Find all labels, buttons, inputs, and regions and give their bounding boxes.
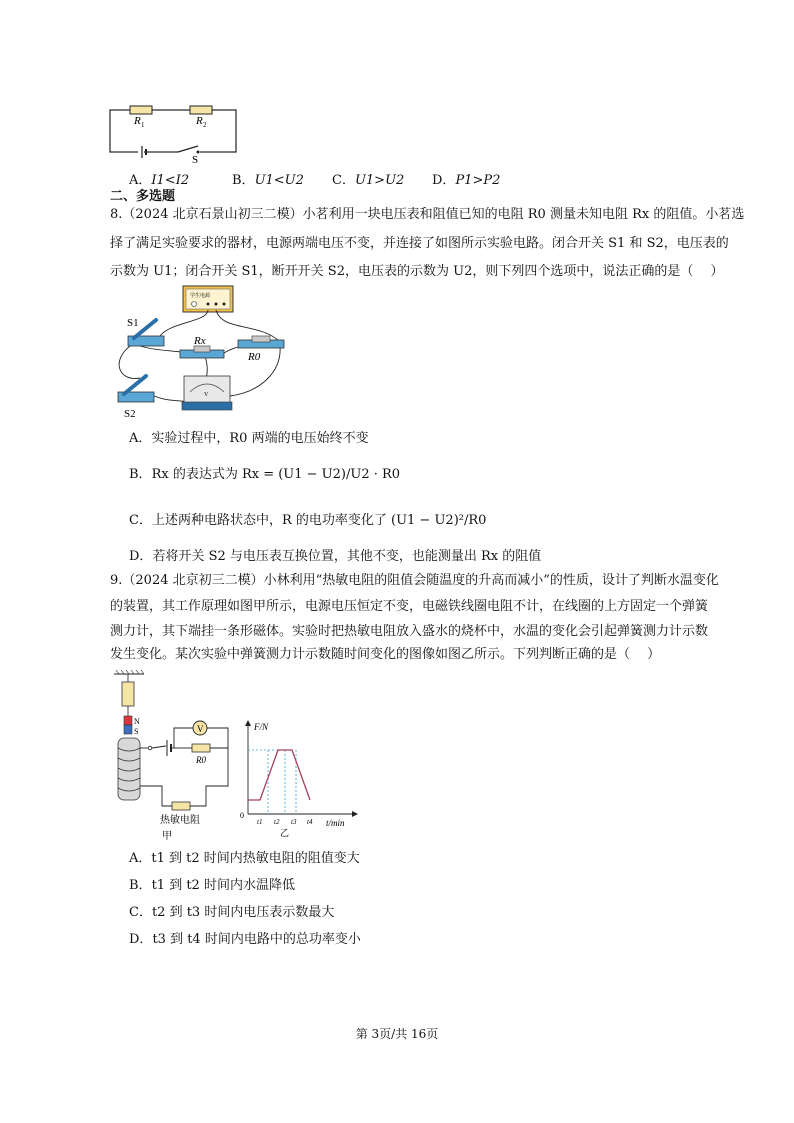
magnet-n bbox=[124, 716, 132, 725]
q8-option-a[interactable]: A．实验过程中，R0 两端的电压始终不变 bbox=[129, 431, 369, 446]
svg-text:甲: 甲 bbox=[162, 831, 172, 842]
spring-scale bbox=[122, 682, 134, 706]
magnet-s bbox=[124, 725, 132, 734]
svg-text:S: S bbox=[192, 154, 199, 166]
svg-text:R: R bbox=[134, 115, 141, 127]
resistor-r0-jia bbox=[192, 744, 210, 752]
q9-stem-line-1: 9.（2024 北京初三二模）小林利用“热敏电阻的阻值会随温度的升高而减小”的性质，设计了判断水温变化 bbox=[110, 573, 719, 588]
voltmeter bbox=[184, 376, 230, 404]
q7-option-a[interactable]: A．I1<I2 bbox=[129, 173, 190, 188]
svg-text:t4: t4 bbox=[307, 818, 313, 826]
resistor-r2 bbox=[190, 106, 212, 114]
resistor-r1 bbox=[130, 106, 152, 114]
svg-text:2: 2 bbox=[203, 121, 207, 129]
svg-text:学生电源: 学生电源 bbox=[190, 294, 211, 299]
page-footer: 第 3页/共 16页 bbox=[355, 1027, 439, 1041]
q9-figure-yi-graph bbox=[240, 718, 360, 840]
q8-stem-line-3: 示数为 U1；闭合开关 S1，断开开关 S2，电压表的示数为 U2，则下列四个选项中，说法正确的是（ ） bbox=[110, 264, 724, 279]
q9-stem-line-2: 的装置，其工作原理如图甲所示，电源电压恒定不变，电磁铁线圈电阻不计，在线圈的上方固定一个弹簧 bbox=[110, 599, 709, 614]
q8-option-d[interactable]: D．若将开关 S2 与电压表互换位置，其他不变，也能测量出 Rx 的阻值 bbox=[129, 549, 542, 564]
q9-figure-jia bbox=[110, 668, 240, 843]
svg-text:S2: S2 bbox=[124, 408, 136, 420]
q8-experiment-figure bbox=[110, 282, 300, 420]
svg-text:V: V bbox=[197, 724, 204, 734]
svg-text:t3: t3 bbox=[291, 818, 297, 826]
q7-option-c[interactable]: C．U1>U2 bbox=[332, 173, 405, 188]
svg-text:0: 0 bbox=[240, 811, 244, 820]
q7-option-d[interactable]: D．P1>P2 bbox=[432, 173, 501, 188]
svg-text:N: N bbox=[134, 717, 140, 726]
svg-text:t/min: t/min bbox=[326, 818, 345, 828]
section-heading: 二、多选题 bbox=[110, 189, 176, 204]
svg-text:t2: t2 bbox=[274, 818, 280, 826]
svg-text:乙: 乙 bbox=[280, 828, 290, 838]
thermistor bbox=[172, 802, 190, 810]
svg-text:R0: R0 bbox=[196, 755, 206, 765]
q8-option-b[interactable]: B．Rx 的表达式为 Rx = (U1 − U2)/U2 · R0 bbox=[129, 467, 401, 482]
force-time-line bbox=[248, 750, 310, 800]
q8-stem-line-1: 8.（2024 北京石景山初三二模）小茗利用一块电压表和阻值已知的电阻 R0 测量未知电阻 Rx 的阻值。小茗选 bbox=[110, 207, 745, 222]
q9-option-a[interactable]: A．t1 到 t2 时间内热敏电阻的阻值变大 bbox=[129, 851, 360, 866]
svg-text:R: R bbox=[196, 115, 203, 127]
svg-text:S1: S1 bbox=[127, 317, 139, 329]
svg-text:Rx: Rx bbox=[194, 335, 206, 347]
svg-text:t1: t1 bbox=[257, 818, 263, 826]
svg-text:F/N: F/N bbox=[254, 722, 269, 732]
q9-stem-line-4: 发生变化。某次实验中弹簧测力计示数随时间变化的图像如图乙所示。下列判断正确的是（ ） bbox=[110, 647, 661, 662]
q7-circuit-diagram bbox=[108, 104, 240, 166]
q8-stem-line-2: 择了满足实验要求的器材，电源两端电压不变，并连接了如图所示实验电路。闭合开关 S1 和 S2，电压表的 bbox=[110, 236, 729, 251]
q7-option-b[interactable]: B．U1<U2 bbox=[232, 173, 304, 188]
svg-text:热敏电阻: 热敏电阻 bbox=[160, 815, 200, 826]
q9-stem-line-3: 测力计，其下端挂一条形磁体。实验时把热敏电阻放入盛水的烧杯中，水温的变化会引起弹簧测力计示数 bbox=[110, 624, 709, 639]
svg-text:1: 1 bbox=[141, 121, 145, 129]
svg-text:V: V bbox=[204, 392, 209, 398]
q9-option-c[interactable]: C．t2 到 t3 时间内电压表示数最大 bbox=[129, 905, 335, 920]
q9-option-b[interactable]: B．t1 到 t2 时间内水温降低 bbox=[129, 878, 295, 893]
svg-text:S: S bbox=[134, 727, 139, 736]
svg-text:R0: R0 bbox=[248, 351, 261, 363]
q8-option-c[interactable]: C．上述两种电路状态中，R 的电功率变化了 (U1 − U2)²/R0 bbox=[129, 513, 487, 528]
q9-option-d[interactable]: D．t3 到 t4 时间内电路中的总功率变小 bbox=[129, 932, 361, 947]
